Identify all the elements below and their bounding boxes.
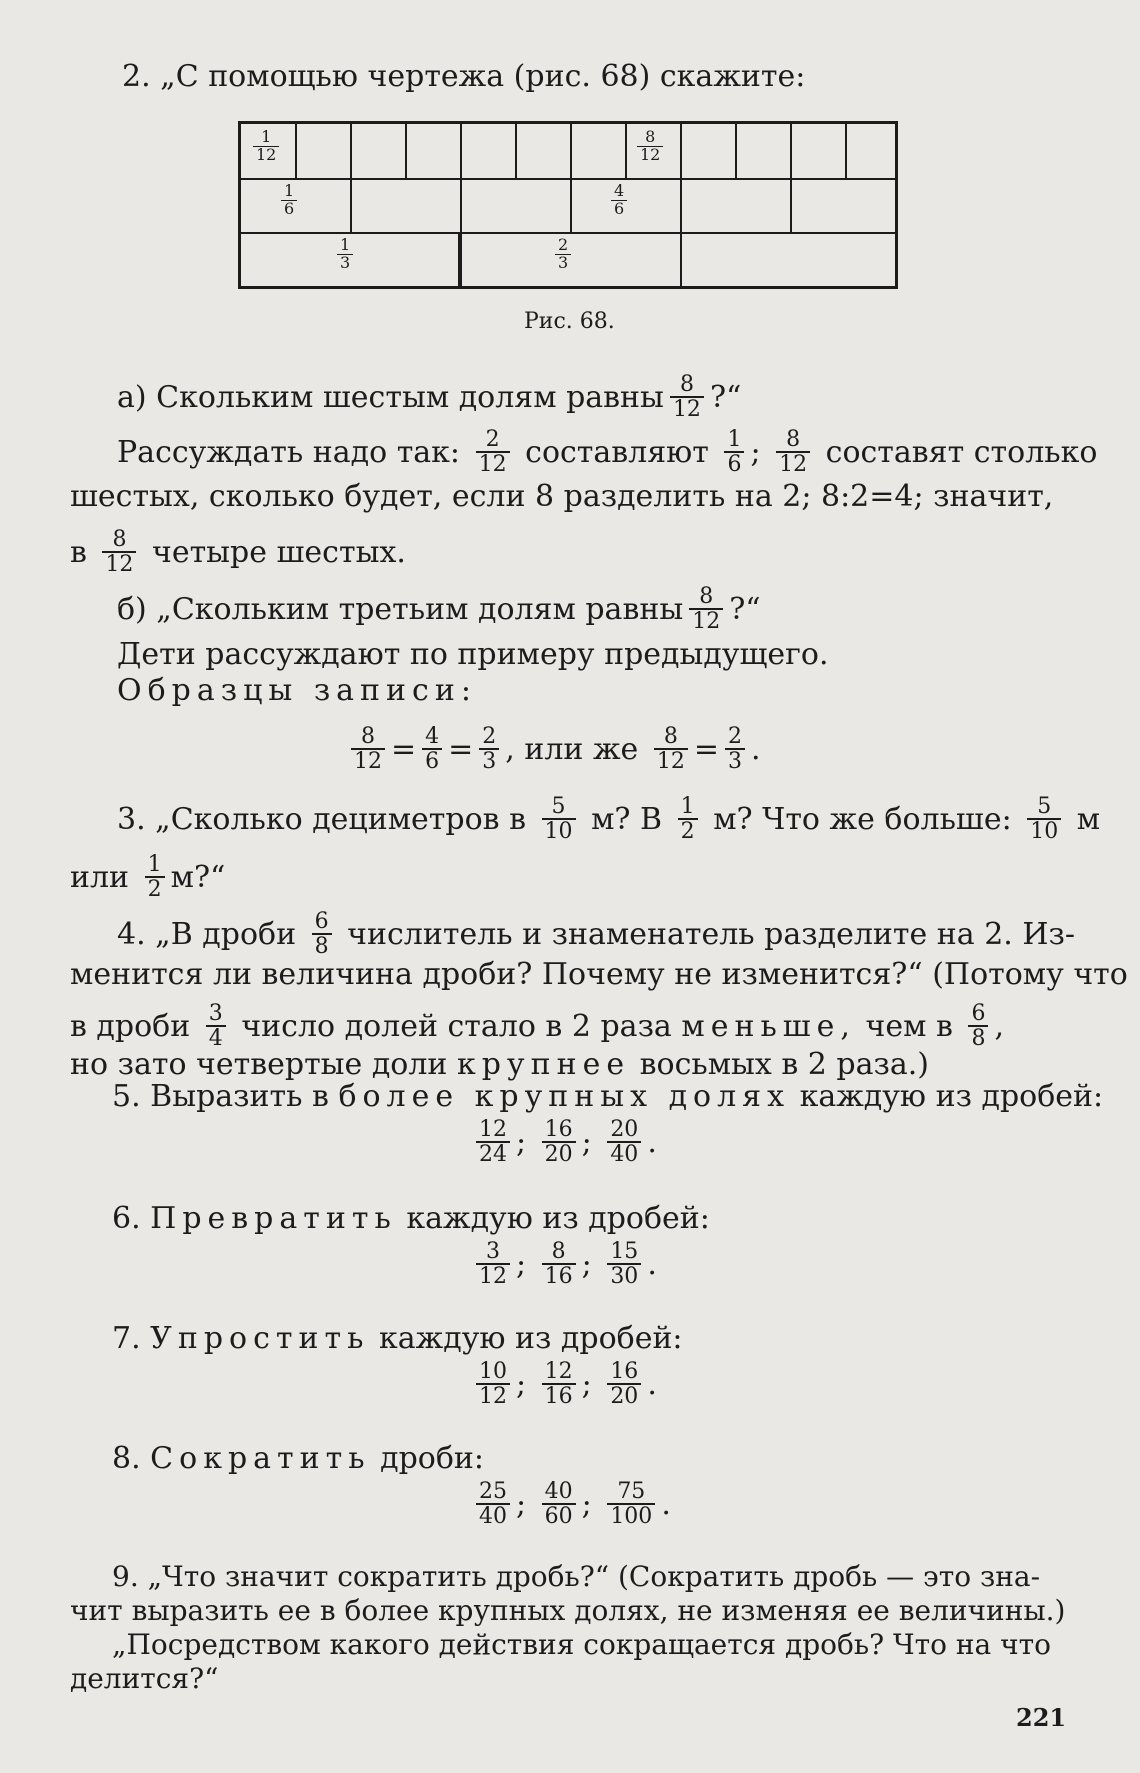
item8-heading: 8. Сократить дроби: [112,1441,485,1476]
figure-68-grid [238,121,898,289]
page-number: 221 [1016,1703,1067,1732]
item6-heading: 6. Превратить каждую из дробей: [112,1201,710,1236]
question-a: а) Скольким шестым долям равны $\frac{8}{12}$ ?“ [117,372,742,423]
item9-line-4: делится?“ [70,1662,219,1695]
reasoning-line-2: шестых, сколько будет, если 8 разделить на 2; 8:2=4; значит, [70,479,1054,514]
item9-line-3: „Посредством какого действия сокращается дробь? Что на что [112,1628,1052,1661]
cell-fraction: $\frac{4}{6}$ [611,183,627,218]
item2-intro: 2. „С помощью чертежа (рис. 68) скажите: [122,59,806,94]
item7-fractions: $\frac{10}{12}$ ; $\frac{12}{16}$ ; $\frac{16}{20}$ . [470,1362,657,1410]
sample-equation: $\frac{8}{12}$ = $\frac{4}{6}$ = $\frac{2}{3}$ , или же $\frac{8}{12}$ = $\frac{2}{3}$ . [345,727,761,775]
reasoning-line-3: в $\frac{8}{12}$ четыре шестых. [70,527,406,578]
item6-fractions: $\frac{3}{12}$ ; $\frac{8}{16}$ ; $\frac{15}{30}$ . [470,1242,657,1290]
reasoning-line-1: Рассуждать надо так: $\frac{2}{12}$ составляют $\frac{1}{6}$ ; $\frac{8}{12}$ составят столько [117,427,1098,478]
item5-heading: 5. Выразить в более крупных долях каждую из дробей: [112,1079,1104,1114]
grid-row-twelfths [241,124,895,180]
grid-row-sixths [241,178,895,234]
samples-heading: Образцы записи: [117,673,477,708]
cell-fraction: $\frac{2}{3}$ [555,237,571,272]
cell-fraction: $\frac{8}{12}$ [637,129,663,164]
item4-line-1: 4. „В дроби $\frac{6}{8}$ числитель и знаменатель разделите на 2. Из- [117,909,1076,960]
cell-fraction: $\frac{1}{6}$ [281,183,297,218]
item7-heading: 7. Упростить каждую из дробей: [112,1321,683,1356]
item5-fractions: $\frac{12}{24}$ ; $\frac{16}{20}$ ; $\frac{20}{40}$ . [470,1120,657,1168]
item3-line-1: 3. „Сколько дециметров в $\frac{5}{10}$ м? В $\frac{1}{2}$ м? Что же больше: $\frac{5}{10}$ м [117,794,1101,845]
figure-caption: Рис. 68. [524,309,615,334]
item4-line-4: но зато четвертые доли крупнее восьмых в 2 раза.) [70,1047,930,1082]
item9-line-1: 9. „Что значит сократить дробь?“ (Сократить дробь — это зна- [112,1560,1041,1593]
kids-reason: Дети рассуждают по примеру предыдущего. [117,637,829,672]
question-b: б) „Скольким третьим долям равны $\frac{8}{12}$ ?“ [117,584,761,635]
cell-fraction: $\frac{1}{12}$ [253,129,279,164]
item8-fractions: $\frac{25}{40}$ ; $\frac{40}{60}$ ; $\frac{75}{100}$ . [470,1482,671,1530]
item4-line-2: менится ли величина дроби? Почему не изменится?“ (Потому что [70,957,1128,992]
item4-line-3: в дроби $\frac{3}{4}$ число долей стало в 2 раза меньше, чем в $\frac{6}{8}$ , [70,1001,1004,1052]
grid-row-thirds [241,232,895,286]
item3-line-2: или $\frac{1}{2}$ м?“ [70,852,226,903]
cell-fraction: $\frac{1}{3}$ [337,237,353,272]
item9-line-2: чит выразить ее в более крупных долях, не изменяя ее величины.) [70,1594,1066,1627]
